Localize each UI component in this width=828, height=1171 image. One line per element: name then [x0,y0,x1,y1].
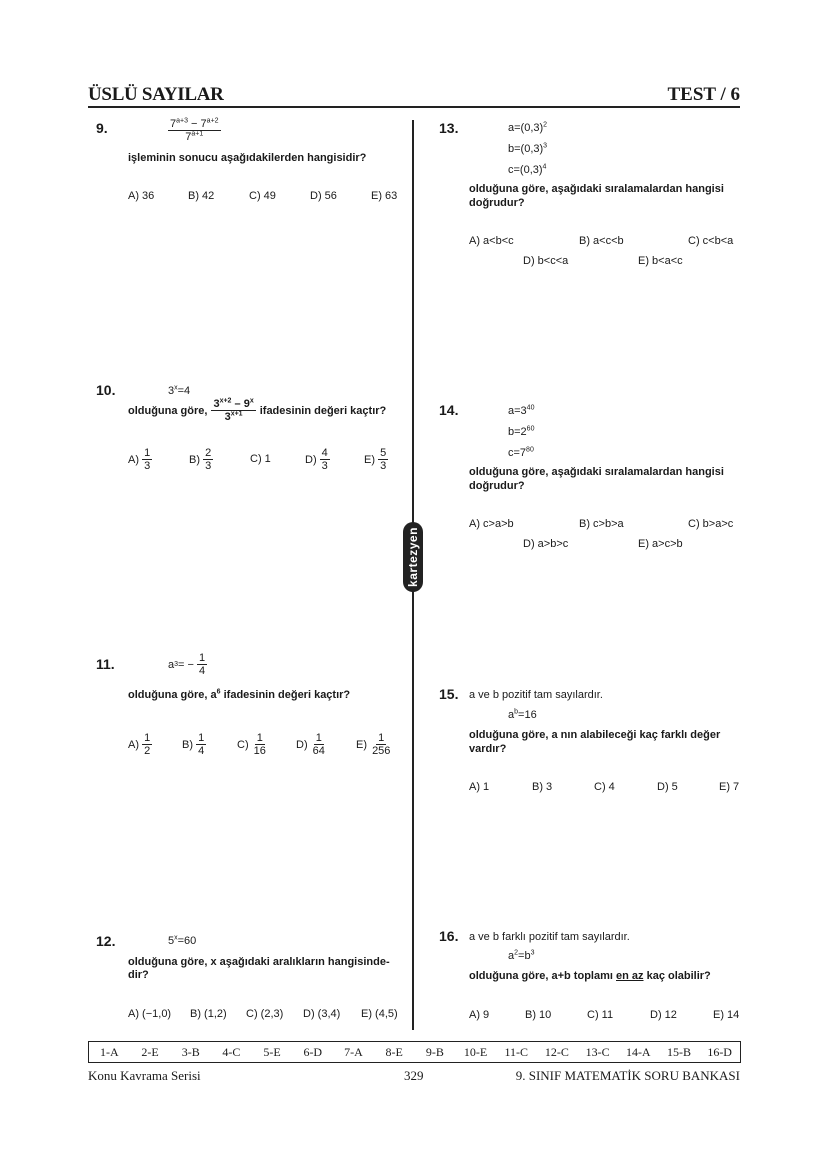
q16-option-c[interactable]: C) 11 [587,1009,614,1021]
q10-option-d[interactable]: D) $\frac{4}{3}$ [305,447,328,472]
answer-key-cell: 15-B [666,1044,691,1059]
answer-key-cell: 1-A [100,1044,119,1059]
q11-given: a 3 = − $\frac{1}{4}$ [168,652,206,677]
q16-given: $a^2=b^3$ [508,949,535,962]
answer-key-cell: 6-D [303,1044,323,1059]
q16-number: 16. [439,928,459,944]
q11-option-c[interactable]: C) $\frac{1}{16}$ [237,732,266,757]
q9-option-c[interactable]: C) 49 [249,190,276,202]
q14-option-c[interactable]: C) b>a>c [688,518,734,530]
q12-number: 12. [96,933,116,949]
q13-option-b[interactable]: B) a<c<b [579,235,624,247]
answer-key-cell: 16-D [707,1044,732,1059]
q13-prompt-line2: doğrudur? [469,197,525,209]
q9-option-b[interactable]: B) 42 [188,190,215,202]
q13-given-a: $a=(0,3)^2$ [508,121,548,134]
q13-option-c[interactable]: C) c<b<a [688,235,734,247]
q10-option-a[interactable]: A) $\frac{1}{3}$ [128,447,151,472]
q16-option-b[interactable]: B) 10 [525,1009,552,1021]
q12-given: $5^x=60$ [168,934,197,947]
q11-prompt: olduğuna göre, $a^6$ ifadesinin değeri kaçtır? [128,688,351,701]
test-label: TEST / 6 [667,84,740,105]
q16-option-e[interactable]: E) 14 [713,1009,740,1021]
answer-key-cell: 10-E [463,1044,488,1059]
q13-prompt-line1: olduğuna göre, aşağıdaki sıralamalardan hangisi [469,183,724,195]
answer-key-cell: 4-C [222,1044,241,1059]
q14-given-b: $b=2^{60}$ [508,425,535,438]
q13-number: 13. [439,120,459,136]
q11-number: 11. [96,656,115,672]
q10-number: 10. [96,382,116,398]
q14-prompt-line1: olduğuna göre, aşağıdaki sıralamalardan hangisi [469,466,724,478]
q16-option-d[interactable]: D) 12 [650,1009,677,1021]
q13-given-c: $c=(0,3)^4$ [508,163,547,176]
q12-option-d[interactable]: D) (3,4) [303,1008,341,1020]
q15-intro: a ve b pozitif tam sayılardır. [469,689,603,701]
q14-option-b[interactable]: B) c>b>a [579,518,624,530]
q14-given-a: $a=3^{40}$ [508,404,535,417]
q10-option-b[interactable]: B) $\frac{2}{3}$ [189,447,212,472]
q9-expression: $\frac{7^{a+3} - 7^{a+2}}{7^{a+1}}$ [170,117,219,143]
q12-option-b[interactable]: B) (1,2) [190,1008,227,1020]
answer-key-cell: 8-E [385,1044,403,1059]
q14-option-e[interactable]: E) a>c>b [638,538,683,550]
answer-key-cell: 2-E [141,1044,159,1059]
q13-option-d[interactable]: D) b<c<a [523,255,569,267]
q10-option-c[interactable]: C) 1 [250,453,271,465]
q14-option-a[interactable]: A) c>a>b [469,518,514,530]
brand-logo [403,522,423,592]
q15-option-a[interactable]: A) 1 [469,781,490,793]
q12-option-a[interactable]: A) (−1,0) [128,1008,172,1020]
footer-series: Konu Kavrama Serisi [88,1068,201,1083]
q13-given-b: $b=(0,3)^3$ [508,142,548,155]
q11-option-e[interactable]: E) $\frac{1}{256}$ [356,732,391,757]
q9-option-d[interactable]: D) 56 [310,190,337,202]
q14-given-c: $c=7^{80}$ [508,446,534,459]
q9-option-a[interactable]: A) 36 [128,190,155,202]
page-title: ÜSLÜ SAYILAR [88,84,224,105]
q11-option-b[interactable]: B) $\frac{1}{4}$ [182,732,205,757]
answer-key-cell: 11-C [504,1044,528,1059]
q14-prompt-line2: doğrudur? [469,480,525,492]
q15-number: 15. [439,686,459,702]
answer-key-cell: 14-A [625,1044,651,1059]
q10-option-e[interactable]: E) $\frac{5}{3}$ [364,447,387,472]
q15-prompt-line2: vardır? [469,743,507,755]
q9-option-e[interactable]: E) 63 [371,190,398,202]
answer-key-cell: 12-C [544,1044,569,1059]
answer-key-cell: 13-C [585,1044,610,1059]
answer-key-cell: 5-E [263,1044,281,1059]
q12-prompt-line2: dir? [128,969,149,981]
q15-option-e[interactable]: E) 7 [719,781,740,793]
q15-option-b[interactable]: B) 3 [532,781,553,793]
q14-number: 14. [439,402,459,418]
q13-option-a[interactable]: A) a<b<c [469,235,514,247]
q12-prompt-line1: olduğuna göre, x aşağıdaki aralıkların hangisinde- [128,956,390,968]
answer-key [88,1041,741,1063]
answer-key-cell: 9-B [425,1044,444,1059]
q16-intro: a ve b farklı pozitif tam sayılardır. [469,931,630,943]
q15-option-d[interactable]: D) 5 [657,781,678,793]
q16-option-a[interactable]: A) 9 [469,1009,490,1021]
answer-key-cell: 7-A [344,1044,363,1059]
q9-number: 9. [96,120,108,136]
q13-option-e[interactable]: E) b<a<c [638,255,683,267]
footer-book-title: 9. SINIF MATEMATİK SORU BANKASI [515,1068,740,1083]
q15-option-c[interactable]: C) 4 [594,781,615,793]
q10-given: $3^x=4$ [168,384,191,397]
q16-prompt: olduğuna göre, a+b toplamı en az kaç olabilir? [469,970,711,982]
header-rule [88,106,740,108]
q10-prompt: olduğuna göre, $\frac{3^{x+2} - 9^x}{3^{x+1}}$ ifadesinin değeri kaçtır? [128,397,387,423]
q15-given: $a^b=16$ [508,708,537,721]
q9-prompt: işleminin sonucu aşağıdakilerden hangisidir? [128,152,367,164]
q11-option-d[interactable]: D) $\frac{1}{64}$ [296,732,325,757]
answer-key-cell: 3-B [181,1044,200,1059]
q14-option-d[interactable]: D) a>b>c [523,538,569,550]
q12-option-e[interactable]: E) (4,5) [361,1008,398,1020]
q11-option-a[interactable]: A) $\frac{1}{2}$ [128,732,151,757]
page-number: 329 [404,1068,424,1083]
q15-prompt-line1: olduğuna göre, a nın alabileceği kaç farklı değer [469,729,721,741]
brand-text: kartezyen [406,527,420,587]
q12-option-c[interactable]: C) (2,3) [246,1008,284,1020]
